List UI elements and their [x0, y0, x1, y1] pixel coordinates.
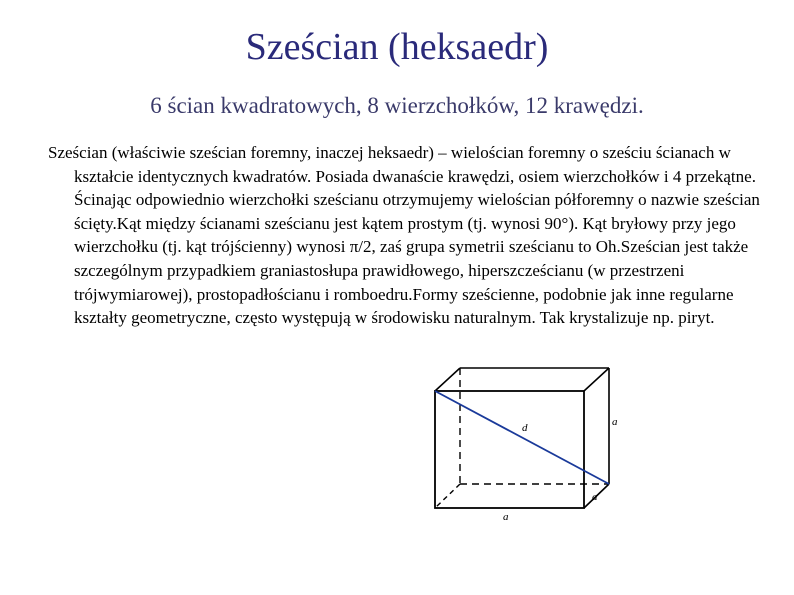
- cube-front-face: [435, 391, 584, 508]
- body-paragraph: Sześcian (właściwie sześcian foremny, inaczej heksaedr) – wielościan foremny o sześciu ścianach w kształcie identycznych kwadratów. Posiada dwanaście krawędzi, osiem wierzchołków i 4 przekątne. Ścinając odpowiednio wierzchołki sześcianu otrzymujemy wielościan półforemny o nazwie sześcian ścięty.Kąt między ścianami sześcianu jest kątem prostym (tj. wynosi 90°). Kąt bryłowy przy jego wierzchołku (tj. kąt trójścienny) wynosi π/2, zaś grupa symetrii sześcianu to Oh.Sześcian jest także szczególnym przypadkiem graniastosłupa prawidłowego, hiperszcześcianu (w przestrzeni trójwymiarowej), prostopadłościanu i romboedru.Formy sześcienne, podobnie jak inne regularne kształty geometryczne, często występują w środowisku naturalnym. Tak krystalizuje np. piryt.: [48, 143, 760, 328]
- label-diagonal: d: [522, 422, 528, 434]
- label-edge-right: a: [612, 416, 618, 428]
- cube-figure: [418, 358, 628, 530]
- cube-edge-hidden-connector: [435, 484, 460, 508]
- slide-subtitle: 6 ścian kwadratowych, 8 wierzchołków, 12 krawędzi.: [150, 93, 644, 118]
- cube-edge-top-right: [584, 368, 609, 391]
- label-edge-bottom-right: a: [592, 491, 598, 503]
- label-edge-bottom: a: [503, 511, 509, 523]
- slide-title: Sześcian (heksaedr): [245, 26, 549, 68]
- cube-diagonal: [435, 391, 609, 484]
- cube-edge-top-left: [435, 368, 460, 391]
